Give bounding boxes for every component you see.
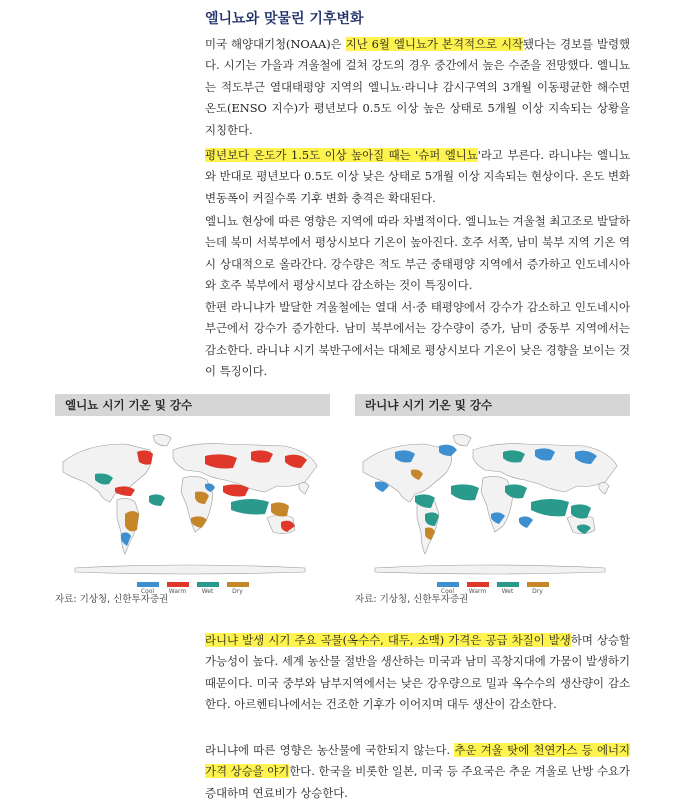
legend-swatch-wet [197, 582, 219, 587]
legend-label-cool-2: Cool [440, 588, 455, 595]
paragraph-2 [205, 145, 630, 209]
paragraph-4: 한편 라니냐가 발달한 겨울철에는 열대 서·중 태평양에서 강수가 감소하고 인도네시아 부근에서 강수가 증가한다. 남미 북부에서는 강수량이 증가, 남미 중동부 지역에서는 감소한다. 라니냐 시기 북반구에서는 대체로 평상시보다 기온이 낮은 경향을 보이는 것이 특징이다. [205, 300, 630, 379]
el-nino-map-title: 엘니뇨 시기 기온 및 강수 [55, 394, 330, 416]
legend-swatch-dry [227, 582, 249, 587]
paragraph-3: 엘니뇨 현상에 따른 영향은 지역에 따라 차별적이다. 엘니뇨는 겨울철 최고조로 발달하는데 북미 서북부에서 평상시보다 기온이 높아진다. 호주 서쪽, 남미 북부 지역 기온 역시 상대적으로 올라간다. 강수량은 적도 부근 중태평양 지역에서 증가하고 인도네시아와 호주 북부에서 평상시보다 감소하는 것이 특징이다. [205, 214, 630, 293]
la-nina-map-source: 자료: 기상청, 신한투자증권 [355, 594, 469, 605]
legend-wet [197, 582, 219, 595]
legend-swatch-warm-2 [467, 582, 489, 587]
legend-dry-2 [527, 582, 549, 595]
legend-label-warm-2: Warm [468, 588, 487, 595]
la-nina-map-title: 라니냐 시기 기온 및 강수 [355, 394, 630, 416]
p2-highlight: 평년보다 온도가 1.5도 이상 높아질 때는 '슈퍼 엘니뇨 [205, 148, 478, 162]
p1-pre: 미국 해양대기청(NOAA)은 [205, 37, 346, 51]
el-nino-map-panel [55, 394, 330, 595]
legend-warm [167, 582, 189, 595]
legend-warm-2 [467, 582, 489, 595]
el-nino-map-source: 자료: 기상청, 신한투자증권 [55, 594, 169, 605]
legend-swatch-wet-2 [497, 582, 519, 587]
legend-label-wet-2: Wet [501, 588, 514, 595]
legend-swatch-cool [137, 582, 159, 587]
legend-label-warm: Warm [168, 588, 187, 595]
p6-post: 한다. 한국을 비롯한 일본, 미국 등 주요국은 추운 겨울로 난방 수요가 증대하며 연료비가 상승한다. [205, 764, 630, 800]
legend-swatch-warm [167, 582, 189, 587]
p5-highlight: 라니냐 발생 시기 주요 곡물(옥수수, 대두, 소맥) 가격은 공급 차질이 발생 [205, 633, 571, 647]
p1-highlight: 지난 6월 엘니뇨가 본격적으로 시작 [345, 37, 523, 51]
legend-swatch-dry-2 [527, 582, 549, 587]
la-nina-world-map [355, 422, 630, 582]
paragraph-6 [205, 740, 630, 804]
p6-highlight: 추운 겨울 탓에 천연가스 등 에너지 가격 상승을 야기 [205, 743, 630, 779]
legend-wet-2 [497, 582, 519, 595]
el-nino-world-map [55, 422, 330, 582]
legend-label-cool: Cool [140, 588, 155, 595]
legend-label-dry-2: Dry [532, 588, 543, 595]
legend-label-dry: Dry [232, 588, 243, 595]
legend-label-wet: Wet [201, 588, 214, 595]
legend-swatch-cool-2 [437, 582, 459, 587]
section-title: 엘니뇨와 맞물린 기후변화 [205, 11, 364, 27]
p6-pre: 라니냐에 따른 영향은 농산물에 국한되지 않는다. [205, 743, 455, 757]
la-nina-map-panel [355, 394, 630, 595]
paragraph-1 [205, 34, 630, 141]
paragraph-5 [205, 630, 630, 716]
legend-dry [227, 582, 249, 595]
p1-post: 됐다는 경보를 발령했다. 시기는 가을과 겨울철에 걸쳐 강도의 경우 중간에서 높은 수준을 전망했다. 엘니뇨는 적도부근 열대태평양 지역의 엘니뇨·라니냐 감시구역의 3개월 이동평균한 해수면 온도(ENSO 지수)가 평년보다 0.5도 이상 높은 상태로 5개월 이상 지속되는 상황을 지칭한다. [205, 37, 630, 137]
p5-post: 하며 상승할 가능성이 높다. 세계 농산물 절반을 생산하는 미국과 남미 곡창지대에 가뭄이 발생하기 때문이다. 미국 중부와 남부지역에서는 낮은 강우량으로 밀과 옥수수의 생산량이 감소한다. 아르헨티나에서는 건조한 기후가 이어지며 대두 생산이 감소한다. [205, 633, 631, 712]
p2-post: '라고 부른다. 라니냐는 엘니뇨와 반대로 평년보다 0.5도 이상 낮은 상태로 5개월 이상 지속되는 현상이다. 온도 변화 변동폭이 커질수록 기후 변화 충격은 확대된다. [205, 148, 630, 205]
